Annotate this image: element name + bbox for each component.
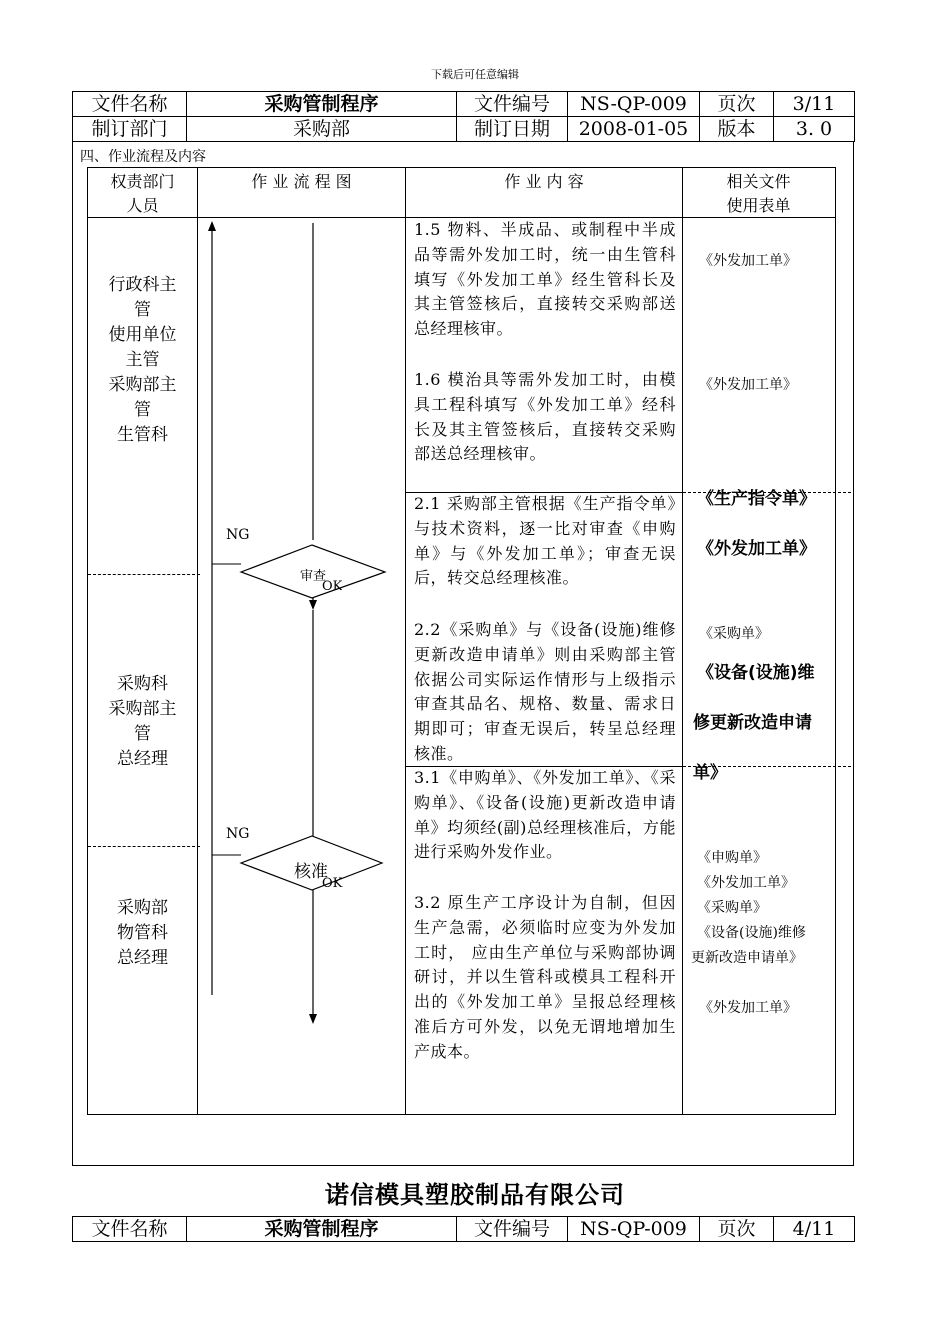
- ref-equipment-b: 更新改造申请单》: [691, 950, 803, 966]
- col-flow-header: 作 业 流 程 图: [251, 172, 352, 191]
- doc-no-label-2: 文件编号: [457, 1217, 568, 1242]
- content-2-1: 2.1 采购部主管根据《生产指令单》与技术资料，逐一比对审查《申购单》与《外发加工单》；审查无误后，转交总经理核准。: [414, 494, 676, 588]
- content-1-5: 1.5 物料、半成品、或制程中半成品等需外发加工时，统一由生管科填写《外发加工单》经生管科长及其主管签核后，直接转交采购部送总经理核审。: [414, 220, 676, 339]
- ref-purchase-order: 《采购单》: [699, 626, 769, 642]
- dept-line: 采购部主: [108, 699, 177, 719]
- name-value: 采购管制程序: [187, 92, 457, 117]
- dept-line: 行政科主: [108, 275, 177, 295]
- col-docs-header: [683, 170, 834, 218]
- approve-label: 核准: [294, 862, 328, 882]
- ref-outsource-4: 《外发加工单》: [697, 875, 795, 891]
- dept-label: 制订部门: [73, 117, 187, 142]
- next-page-header: [72, 1216, 855, 1242]
- ref-outsource-5: 《外发加工单》: [699, 1000, 797, 1016]
- content-2-2: 2.2《采购单》与《设备(设施)维修更新改造申请单》则由采购部主管依据公司实际运作情形与上级指示审查其品名、规格、数量、需求日期即可；审查无误后，转呈总经理核准。: [414, 620, 676, 763]
- flow-diagram: [198, 218, 405, 1113]
- col-dept-line1: 权责部门: [110, 172, 175, 191]
- date-value: 2008-01-05: [568, 117, 700, 142]
- dept-line: 管: [134, 400, 151, 420]
- ref-equipment-line3: 单》: [693, 763, 727, 783]
- col-docs-line1: 相关文件: [726, 172, 791, 191]
- doc-no-value-2: NS-QP-009: [568, 1217, 700, 1242]
- dept-line: 管: [134, 724, 151, 744]
- top-note: 下载后可任意编辑: [431, 68, 519, 81]
- page-value-2: 4/11: [774, 1217, 855, 1242]
- ref-purchase-order-2: 《采购单》: [697, 900, 767, 916]
- dept-value: 采购部: [187, 117, 457, 142]
- page-label: 页次: [700, 92, 774, 117]
- ok-label-2: OK: [322, 876, 343, 891]
- version-value: 3. 0: [774, 117, 855, 142]
- dept-line: 生管科: [117, 425, 168, 445]
- name-label: 文件名称: [73, 92, 187, 117]
- dept-line: 采购科: [117, 674, 168, 694]
- ref-outsource-3: 《外发加工单》: [697, 539, 816, 559]
- page-value: 3/11: [774, 92, 855, 117]
- dept-line: 使用单位: [108, 325, 177, 345]
- name-value-2: 采购管制程序: [187, 1217, 457, 1242]
- up-arrow-head: [208, 221, 216, 231]
- ref-outsource-1: 《外发加工单》: [699, 253, 797, 269]
- dept-group-1: [88, 273, 197, 448]
- dept-line: 采购部: [117, 898, 168, 918]
- ref-equipment-line1: 《设备(设施)维: [697, 663, 815, 683]
- dept-line: 管: [134, 300, 151, 320]
- company-name: 诺信模具塑胶制品有限公司: [325, 1181, 625, 1209]
- dept-group-2: [88, 672, 197, 772]
- check-label: 审查: [300, 569, 327, 584]
- ref-group-3: [691, 846, 806, 971]
- col-dept-header: [88, 170, 197, 218]
- page-label-2: 页次: [700, 1217, 774, 1242]
- document-header: [72, 91, 855, 142]
- content-1-6: 1.6 模治具等需外发加工时，由模具工程科填写《外发加工单》经科长及其主管签核后，直接转交采购部送总经理核审。: [414, 370, 676, 464]
- ng-label-2: NG: [226, 826, 250, 842]
- name-label-2: 文件名称: [73, 1217, 187, 1242]
- doc-no-label: 文件编号: [457, 92, 568, 117]
- date-label: 制订日期: [457, 117, 568, 142]
- content-3-1: 3.1《申购单》、《外发加工单》、《采购单》、《设备(设施)更新改造申请单》均须经(副)总经理核准后，方能进行采购外发作业。: [414, 768, 676, 862]
- dept-group-3: [88, 896, 197, 971]
- dept-line: 主管: [125, 350, 160, 370]
- ref-outsource-2: 《外发加工单》: [699, 377, 797, 393]
- doc-no-value: NS-QP-009: [568, 92, 700, 117]
- ref-production-order: 《生产指令单》: [697, 489, 816, 509]
- dept-line: 采购部主: [108, 375, 177, 395]
- ref-requisition: 《申购单》: [697, 850, 767, 866]
- ok-label-1: OK: [322, 579, 343, 591]
- col-docs-line2: 使用表单: [726, 196, 791, 215]
- version-label: 版本: [700, 117, 774, 142]
- col-dept-line2: 人员: [126, 196, 159, 215]
- col-content-header: 作 业 内 容: [504, 172, 584, 191]
- end-arrow-head: [309, 1014, 317, 1024]
- ref-equipment-line2: 修更新改造申请: [693, 713, 812, 733]
- content-3-2: 3.2 原生产工序设计为自制，但因生产急需，必须临时应变为外发加工时， 应由生产单位与采购部协调研讨，并以生管科或模具工程科开出的《外发加工单》呈报总经理核准后方可外发，以免无谓地增加生产成本。: [414, 893, 676, 1061]
- dept-line: 总经理: [117, 749, 168, 769]
- dept-line: 物管科: [117, 923, 168, 943]
- ref-equipment-a: 《设备(设施)维修: [697, 925, 806, 941]
- section-title: 四、作业流程及内容: [80, 149, 206, 165]
- dept-line: 总经理: [117, 948, 168, 968]
- ng-label-1: NG: [226, 527, 250, 543]
